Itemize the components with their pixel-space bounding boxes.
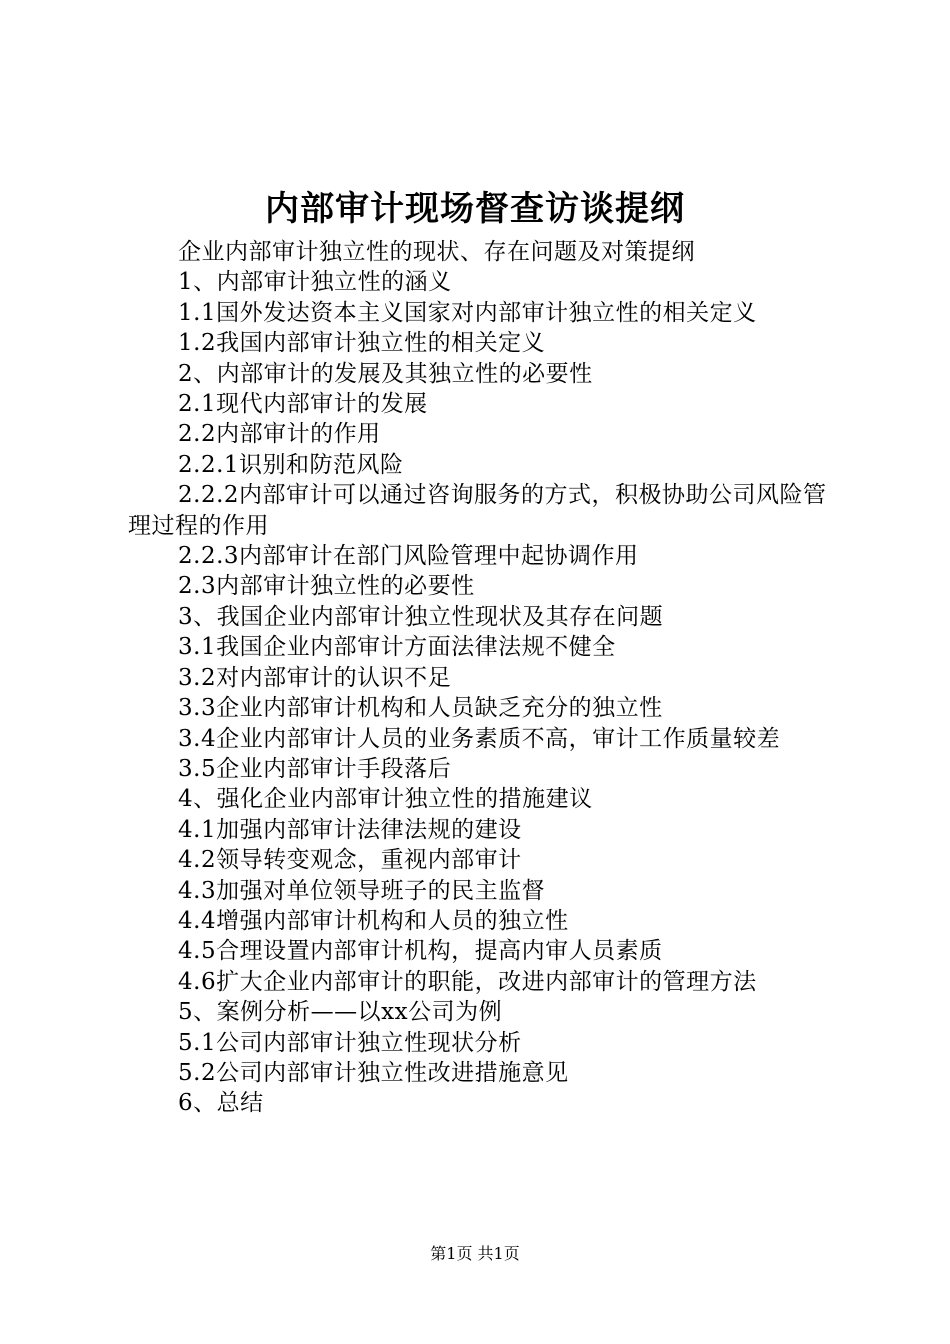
outline-line: 5.2公司内部审计独立性改进措施意见 (178, 1059, 569, 1086)
outline-line: 2.1现代内部审计的发展 (178, 391, 428, 418)
outline-line: 2、内部审计的发展及其独立性的必要性 (178, 360, 593, 387)
outline-line: 3.5企业内部审计手段落后 (178, 755, 452, 782)
outline-line: 2.2内部审计的作用 (178, 421, 381, 448)
page-footer: 第1页 共1页 (430, 1244, 520, 1263)
outline-line: 6、总结 (178, 1090, 264, 1117)
outline-line: 企业内部审计独立性的现状、存在问题及对策提纲 (178, 239, 695, 265)
outline-line: 1、内部审计独立性的涵义 (178, 269, 452, 296)
outline-line: 4、强化企业内部审计独立性的措施建议 (178, 786, 593, 813)
outline-line: 2.2.3内部审计在部门风险管理中起协调作用 (178, 543, 639, 570)
outline-line: 3.3企业内部审计机构和人员缺乏充分的独立性 (178, 695, 663, 722)
outline-line: 3.2对内部审计的认识不足 (178, 664, 452, 691)
outline-line: 2.2.2内部审计可以通过咨询服务的方式，积极协助公司风险管理过程的作用 (128, 482, 827, 539)
outline-line: 1.2我国内部审计独立性的相关定义 (178, 330, 546, 357)
outline-line: 2.2.1识别和防范风险 (178, 451, 404, 478)
outline-line: 4.2领导转变观念，重视内部审计 (178, 847, 522, 874)
outline-line: 3.4企业内部审计人员的业务素质不高，审计工作质量较差 (178, 725, 781, 752)
outline-line: 1.1国外发达资本主义国家对内部审计独立性的相关定义 (178, 299, 757, 326)
outline-line: 4.6扩大企业内部审计的职能，改进内部审计的管理方法 (178, 968, 757, 995)
outline-line: 5、案例分析——以xx公司为例 (178, 999, 503, 1026)
outline-line: 4.1加强内部审计法律法规的建设 (178, 816, 522, 843)
outline-line: 3、我国企业内部审计独立性现状及其存在问题 (178, 603, 664, 630)
outline-line: 2.3内部审计独立性的必要性 (178, 573, 475, 600)
outline-body (128, 237, 828, 1119)
outline-line: 4.3加强对单位领导班子的民主监督 (178, 877, 546, 904)
document-title: 内部审计现场督查访谈提纲 (265, 189, 685, 229)
outline-line: 5.1公司内部审计独立性现状分析 (178, 1029, 522, 1056)
outline-line: 4.4增强内部审计机构和人员的独立性 (178, 907, 569, 934)
outline-line: 3.1我国企业内部审计方面法律法规不健全 (178, 634, 616, 661)
outline-line: 4.5合理设置内部审计机构，提高内审人员素质 (178, 938, 663, 965)
